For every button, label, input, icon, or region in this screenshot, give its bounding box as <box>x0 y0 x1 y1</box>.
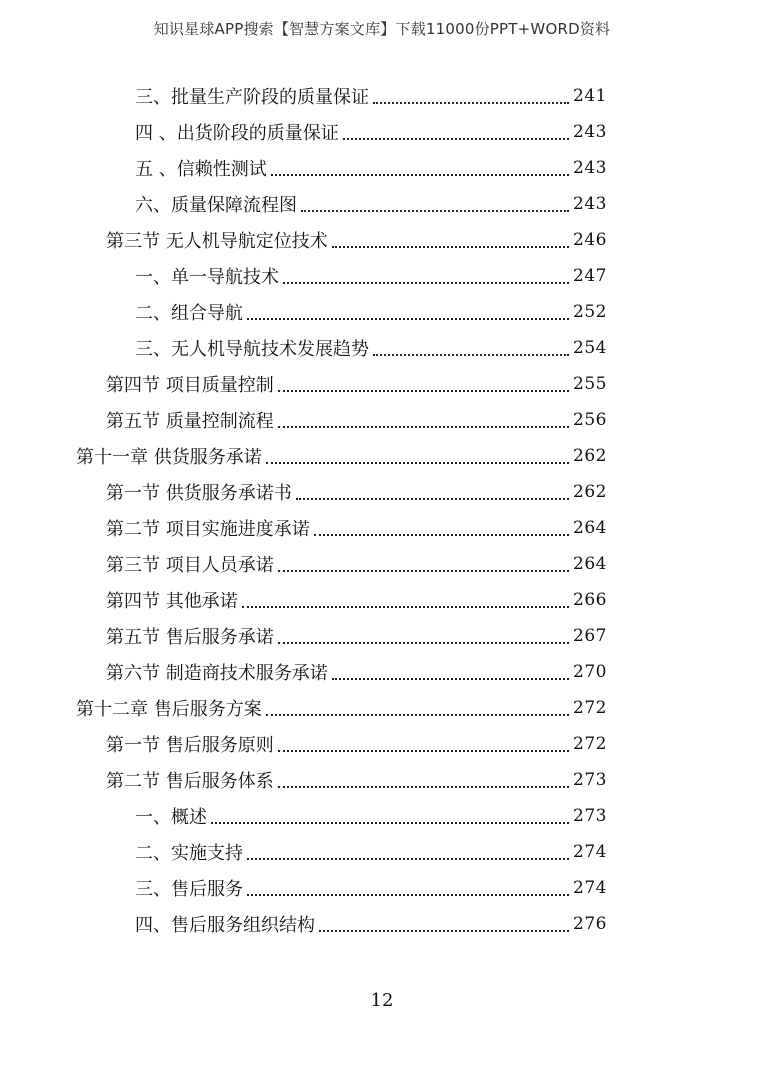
toc-entry[interactable] <box>135 330 607 366</box>
toc-entry-page: 270 <box>573 662 607 682</box>
toc-dot-leader <box>332 245 569 248</box>
toc-entry-label: 三、售后服务 <box>135 879 243 900</box>
toc-entry[interactable] <box>106 222 607 258</box>
toc-entry-label: 一、单一导航技术 <box>135 267 279 288</box>
toc-entry[interactable] <box>135 150 607 186</box>
toc-entry[interactable] <box>76 690 607 726</box>
toc-entry[interactable] <box>135 294 607 330</box>
toc-dot-leader <box>247 317 569 320</box>
toc-entry-label: 五 、信赖性测试 <box>135 159 267 180</box>
toc-entry[interactable] <box>135 906 607 942</box>
toc-entry-page: 274 <box>573 842 607 862</box>
toc-dot-leader <box>266 713 569 716</box>
toc-dot-leader <box>278 425 569 428</box>
toc-entry[interactable] <box>106 654 607 690</box>
toc-dot-leader <box>301 209 569 212</box>
toc-entry[interactable] <box>106 726 607 762</box>
toc-entry-label: 第三节 无人机导航定位技术 <box>106 231 328 252</box>
toc-dot-leader <box>247 893 569 896</box>
toc-entry-label: 第五节 质量控制流程 <box>106 411 274 432</box>
toc-entry-label: 二、组合导航 <box>135 303 243 324</box>
toc-entry-page: 264 <box>573 518 607 538</box>
toc-dot-leader <box>373 101 569 104</box>
toc-entry-label: 第四节 项目质量控制 <box>106 375 274 396</box>
toc-entry[interactable] <box>106 402 607 438</box>
toc-dot-leader <box>278 785 569 788</box>
toc-dot-leader <box>211 821 569 824</box>
toc-entry-page: 274 <box>573 878 607 898</box>
toc-entry-label: 第二节 项目实施进度承诺 <box>106 519 310 540</box>
toc-entry-label: 第十一章 供货服务承诺 <box>76 447 262 468</box>
toc-dot-leader <box>247 857 569 860</box>
toc-entry-label: 第六节 制造商技术服务承诺 <box>106 663 328 684</box>
toc-dot-leader <box>266 461 569 464</box>
toc-entry[interactable] <box>106 546 607 582</box>
toc-entry-label: 第二节 售后服务体系 <box>106 771 274 792</box>
toc-dot-leader <box>271 173 569 176</box>
toc-entry[interactable] <box>106 474 607 510</box>
toc-entry-page: 246 <box>573 230 607 250</box>
toc-dot-leader <box>278 569 569 572</box>
page-number: 12 <box>370 990 394 1011</box>
toc-entry-page: 254 <box>573 338 607 358</box>
toc-entry[interactable] <box>135 798 607 834</box>
toc-dot-leader <box>373 353 569 356</box>
toc-entry[interactable] <box>106 618 607 654</box>
toc-entry-label: 第一节 供货服务承诺书 <box>106 483 292 504</box>
toc-entry-label: 二、实施支持 <box>135 843 243 864</box>
toc-dot-leader <box>296 497 569 500</box>
toc-entry-label: 第五节 售后服务承诺 <box>106 627 274 648</box>
toc-entry-label: 第一节 售后服务原则 <box>106 735 274 756</box>
toc-entry-page: 273 <box>573 770 607 790</box>
toc-dot-leader <box>278 749 569 752</box>
toc-dot-leader <box>283 281 569 284</box>
toc-entry[interactable] <box>106 762 607 798</box>
header-watermark: 知识星球APP搜索【智慧方案文库】下载11000份PPT+WORD资料 <box>153 20 611 38</box>
toc-entry[interactable] <box>135 78 607 114</box>
toc-entry-page: 243 <box>573 158 607 178</box>
toc-entry-label: 一、概述 <box>135 807 207 828</box>
toc-entry-page: 243 <box>573 122 607 142</box>
toc-entry[interactable] <box>135 258 607 294</box>
toc-entry-page: 255 <box>573 374 607 394</box>
toc-entry-page: 262 <box>573 482 607 502</box>
toc-dot-leader <box>343 137 569 140</box>
toc-dot-leader <box>332 677 569 680</box>
toc-entry-page: 276 <box>573 914 607 934</box>
toc-entry[interactable] <box>106 366 607 402</box>
toc-entry-page: 252 <box>573 302 607 322</box>
toc-entry-label: 六、质量保障流程图 <box>135 195 297 216</box>
toc-entry-page: 272 <box>573 734 607 754</box>
toc-dot-leader <box>319 929 569 932</box>
toc-entry-page: 272 <box>573 698 607 718</box>
toc-entry[interactable] <box>106 582 607 618</box>
toc-entry[interactable] <box>76 438 607 474</box>
toc-entry-label: 三、批量生产阶段的质量保证 <box>135 87 369 108</box>
toc-dot-leader <box>314 533 569 536</box>
toc-entry-label: 四 、出货阶段的质量保证 <box>135 123 339 144</box>
toc-entry-page: 264 <box>573 554 607 574</box>
toc-dot-leader <box>278 641 569 644</box>
toc-dot-leader <box>278 389 569 392</box>
toc-entry[interactable] <box>106 510 607 546</box>
toc-entry-page: 273 <box>573 806 607 826</box>
toc-entry[interactable] <box>135 186 607 222</box>
toc-entry-page: 241 <box>573 86 607 106</box>
toc-entry-page: 262 <box>573 446 607 466</box>
toc-entry-label: 第三节 项目人员承诺 <box>106 555 274 576</box>
toc-entry[interactable] <box>135 114 607 150</box>
toc-entry-page: 267 <box>573 626 607 646</box>
toc-entry[interactable] <box>135 870 607 906</box>
toc-entry-page: 266 <box>573 590 607 610</box>
toc-entry-label: 四、售后服务组织结构 <box>135 915 315 936</box>
toc-entry-page: 243 <box>573 194 607 214</box>
toc-entry-label: 三、无人机导航技术发展趋势 <box>135 339 369 360</box>
toc-entry-label: 第十二章 售后服务方案 <box>76 699 262 720</box>
toc-entry-label: 第四节 其他承诺 <box>106 591 238 612</box>
toc-entry-page: 247 <box>573 266 607 286</box>
toc-dot-leader <box>242 605 569 608</box>
toc-entry-page: 256 <box>573 410 607 430</box>
toc-entry[interactable] <box>135 834 607 870</box>
